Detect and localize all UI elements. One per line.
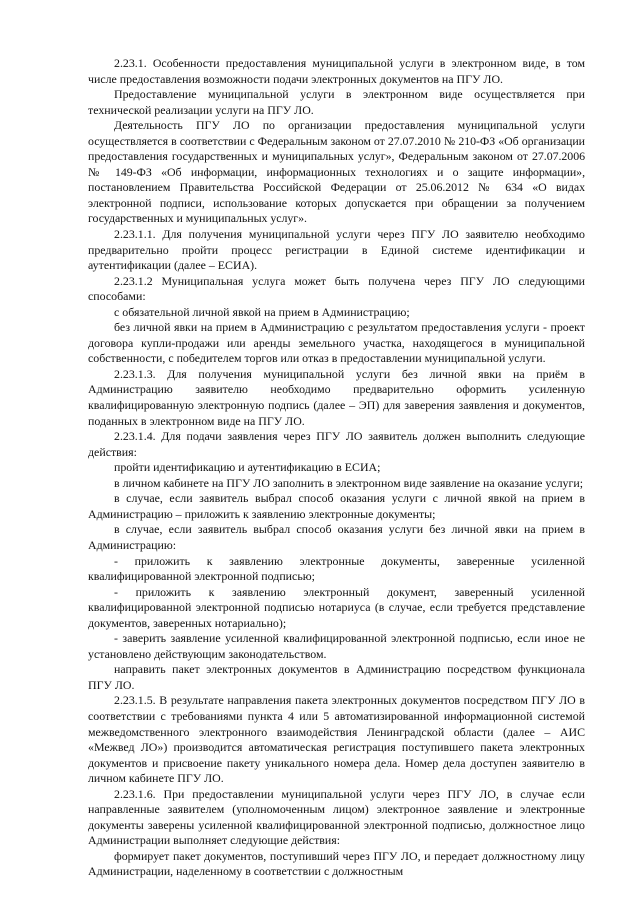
paragraph-2-23-1: 2.23.1. Особенности предоставления муниципальной услуги в электронном виде, в том числе предоставления возможности подачи электронных документов на ПГУ ЛО.: [88, 56, 585, 86]
sub-item-attach-notary-document: - приложить к заявлению электронный документ, заверенный усиленной квалифицированной электронной подписью нотариуса (в случае, если требуется представление документов, заверенных нотариально);: [88, 584, 585, 630]
sub-item-attach-signed-documents: - приложить к заявлению электронные документы, заверенные усиленной квалифицированной электронной подписью;: [88, 553, 585, 584]
list-item-send-package: направить пакет электронных документов в Администрацию посредством функционала ПГУ ЛО.: [88, 662, 585, 692]
list-item-fill-application: в личном кабинете на ПГУ ЛО заполнить в электронном виде заявление на оказание услуги;: [114, 475, 584, 490]
paragraph-2-23-1-6: 2.23.1.6. При предоставлении муниципальной услуги через ПГУ ЛО, в случае если направленные заявителем (уполномоченным лицом) электронное заявление и электронные документы заверены усиленной квалифицированной электронной подписью, должностное лицо Администрации выполняет следующие действия:: [88, 786, 585, 848]
paragraph-legal-basis: Деятельность ПГУ ЛО по организации предоставления муниципальной услуги осуществляется в соответствии с Федеральным законом от 27.07.2010 № 210-ФЗ «Об организации предоставления государственных и муниципальных услуг», Федеральным законом от 27.07.2006 № 149-ФЗ «Об информации, информационных технологиях и о защите информации», постановлением Правительства Российской Федерации от 25.06.2012 № 634 «О видах электронной подписи, использование которых допускается при обращении за получением государственных и муниципальных услуг».: [88, 118, 585, 226]
paragraph-technical-implementation: Предоставление муниципальной услуги в электронном виде осуществляется при технической реализации услуги на ПГУ ЛО.: [88, 87, 585, 117]
paragraph-forms-package: формирует пакет документов, поступивший через ПГУ ЛО, и передает должностному лицу Администрации, наделенному в соответствии с должностным: [88, 848, 585, 879]
list-item-without-visit: в случае, если заявитель выбрал способ оказания услуги без личной явки на прием в Администрацию:: [88, 522, 585, 552]
paragraph-2-23-1-2: 2.23.1.2 Муниципальная услуга может быть получена через ПГУ ЛО следующими способами:: [88, 273, 585, 304]
document-page: [88, 56, 585, 880]
paragraph-2-23-1-1: 2.23.1.1. Для получения муниципальной услуги через ПГУ ЛО заявителю необходимо предварительно пройти процесс регистрации в Единой системе идентификации и аутентификации (далее – ЕСИА).: [88, 227, 585, 273]
list-item-no-personal-visit: без личной явки на прием в Администрацию с результатом предоставления услуги - проект договора купли-продажи или аренды земельного участка, находящегося в муниципальной собственности, с победителем торгов или отказ в предоставлении муниципальной услуги.: [88, 320, 585, 366]
sub-item-sign-application: - заверить заявление усиленной квалифицированной электронной подписью, если иное не установлено действующим законодательством.: [88, 631, 585, 661]
paragraph-2-23-1-5: 2.23.1.5. В результате направления пакета электронных документов посредством ПГУ ЛО в соответствии с требованиями пункта 4 или 5 автоматизированной информационной системой межведомственного электронного взаимодействия Ленинградской области (далее – АИС «Межвед ЛО») производится автоматическая регистрация поступившего пакета электронных документов и присвоение пакету уникального номера дела. Номер дела доступен заявителю в личном кабинете ПГУ ЛО.: [88, 693, 585, 786]
list-item-personal-visit: с обязательной личной явкой на прием в Администрацию;: [114, 304, 410, 319]
paragraph-2-23-1-3: 2.23.1.3. Для получения муниципальной услуги без личной явки на приём в Администрацию заявителю необходимо предварительно оформить усиленную квалифицированную электронную подпись (далее – ЭП) для заверения заявления и документов, поданных в электронном виде на ПГУ ЛО.: [88, 366, 585, 428]
paragraph-2-23-1-4: 2.23.1.4. Для подачи заявления через ПГУ ЛО заявитель должен выполнить следующие действия:: [88, 429, 585, 459]
list-item-esia-auth: пройти идентификацию и аутентификацию в ЕСИА;: [114, 460, 381, 475]
list-item-attach-with-visit: в случае, если заявитель выбрал способ оказания услуги с личной явкой на прием в Администрацию – приложить к заявлению электронные документы;: [88, 491, 585, 521]
